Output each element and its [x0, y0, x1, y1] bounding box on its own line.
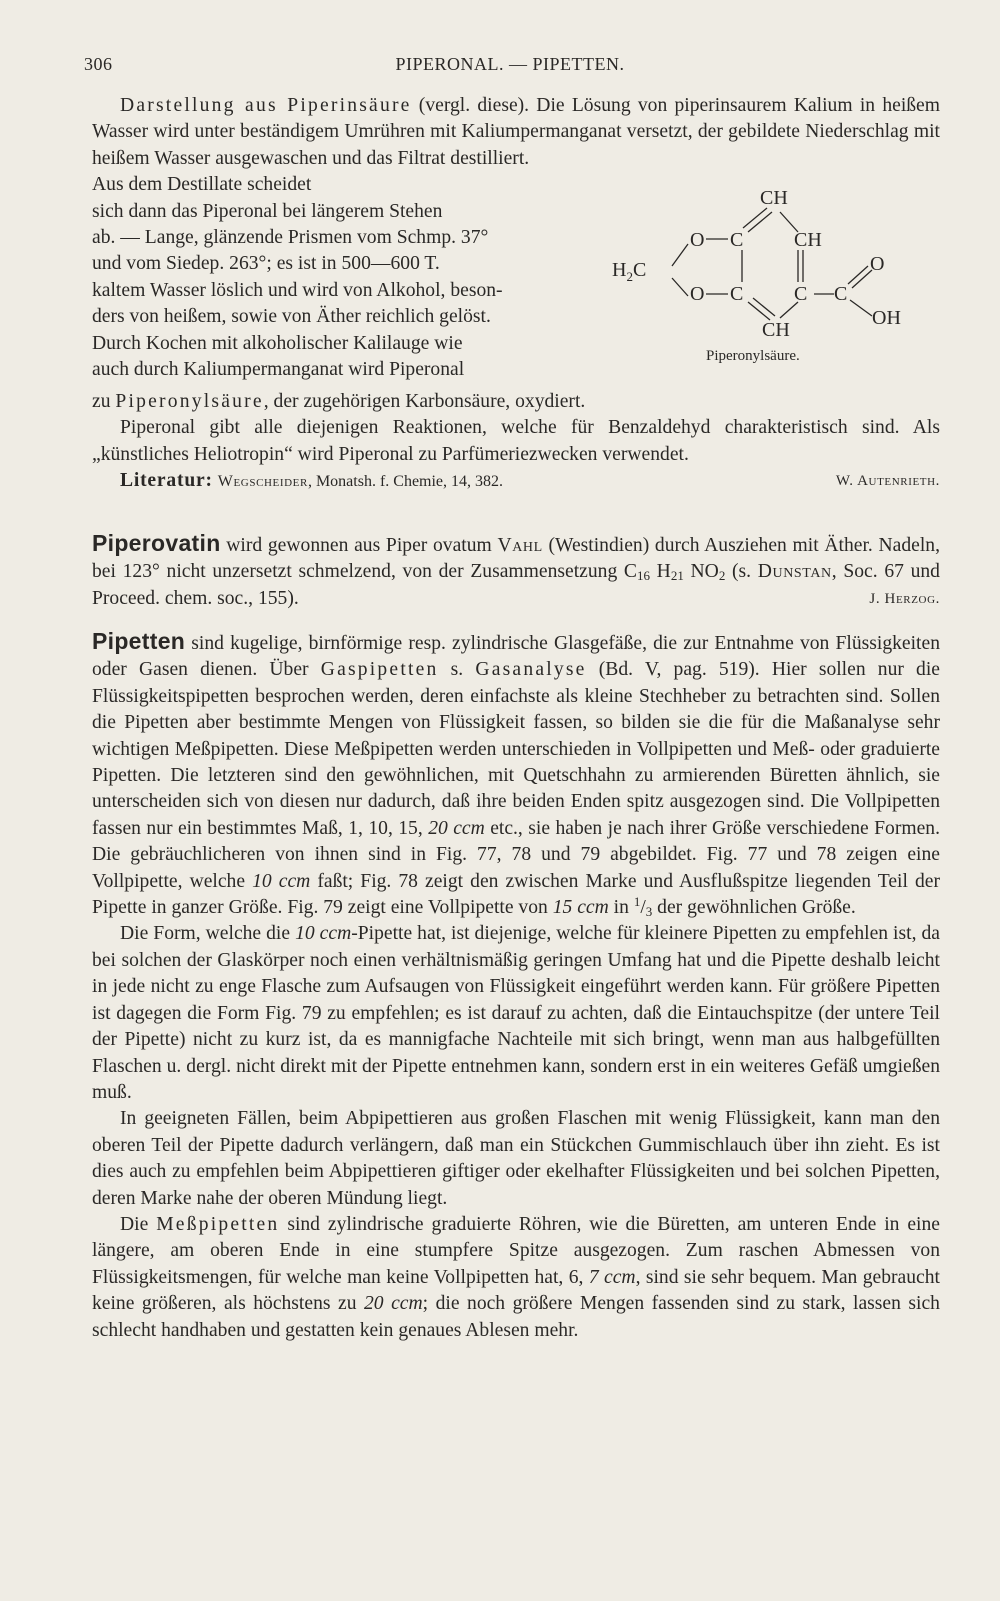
- formula-o-upper: O: [690, 229, 705, 251]
- narrow-line-6: ders von heißem, sowie von Äther reichlich gelöst.: [92, 306, 491, 328]
- pipetten-paragraph-2: Die Form, welche die 10 ccm-Pipette hat, ist diejenige, welche für kleinere Pipetten zu empfehlen ist, da bei solchen der Glaskörper noch einen verhältnismäßig geringen Umfang hat und die Pipette deshalb leicht in jede nicht zu enge Flasche zum Aufsaugen von Flüssigkeit eingeführt werden kann. Für größere Pipetten ist dagegen die Form Fig. 79 zu empfehlen; es ist darauf zu achten, daß die Eintauchspitze (der untere Teil der Pipette) nicht zu kurz ist, da es mannigfache Nachteile mit sich bringt, wenn man aus halbgefüllten Flaschen u. dergl. nicht direkt mit der Pipette entnehmen kann, sondern erst in ein weiteres Gefäß umgießen muß.: [92, 923, 940, 1103]
- formula-caption: Piperonylsäure.: [706, 348, 800, 364]
- piperonal-continued: [92, 389, 940, 496]
- formula-c-upper: C: [730, 229, 744, 251]
- literature-author: Wegscheider: [217, 473, 308, 491]
- narrow-line-4: und vom Siedep. 263°; es ist in 500—600 T.: [92, 253, 440, 275]
- piperonylic-acid-term: Piperonylsäure: [115, 391, 264, 412]
- pipetten-paragraph-1: Pipetten sind kugelige, birnförmige resp. zylindrische Glasgefäße, die zur Entnahme von Flüssigkeiten oder Gasen dienen. Über Gaspipetten s. Gasanalyse (Bd. V, pag. 519). Hier sollen nur die Flüssigkeitspipetten besprochen werden, deren einfachste als kleine Stechheber zu betrachten sind. Sollen die Pipetten aber bestimmte Mengen von Flüssigkeit fassen, so bilden sie die für die Maßanalyse sehr wichtigen Meßpipetten. Diese Meßpipetten werden unterschieden in Vollpipetten und Meß- oder graduierte Pipetten. Die letzteren sind den gewöhnlichen, mit Quetschhahn zu armierenden Büretten ähnlich, sie unterscheiden sich von diesen nur dadurch, daß ihre beiden Enden spitz ausgezogen sind. Die Vollpipetten fassen nur ein bestimmtes Maß, 1, 10, 15, 20 ccm etc., sie haben je nach ihrer Größe verschiedene Formen. Die gebräuchlicheren von ihnen sind in Fig. 77, 78 und 79 abgebildet. Fig. 77 und 78 zeigen eine Vollpipette, welche 10 ccm faßt; Fig. 78 zeigt den zwischen Marke und Ausflußspitze liegenden Teil der Pipette in ganzer Größe. Fig. 79 zeigt eine Vollpipette von 15 ccm in $^1/_3$ der gewöhnlichen Größe.: [92, 628, 940, 920]
- formula-svg: [610, 178, 940, 368]
- piperovatin-paragraph: Piperovatin wird gewonnen aus Piper ovatum Vahl (Westindien) durch Ausziehen mit Äther. Nadeln, bei 123° nicht unzersetzt schmelzend, von der Zusammensetzung $C_{16}$ $H_{21}$ $NO_2$ (s. Dunstan, Soc. 67 und Proceed. chem. soc., 155). J. Herzog.: [92, 530, 940, 612]
- piperovatin-section: [92, 530, 940, 612]
- pipetten-paragraph-3: In geeigneten Fällen, beim Abpipettieren aus großen Flaschen mit wenig Flüssigkeit, kann man den oberen Teil der Pipette dadurch verlängern, daß man ein Stückchen Gummischlauch über ihn zieht. Es ist dies auch zu empfehlen beim Abpipettieren giftiger oder ekelhafter Flüssigkeiten und bei solchen Pipetten, deren Marke nahe der oberen Mündung liegt.: [92, 1108, 940, 1209]
- pipetten-section: [92, 628, 940, 1344]
- pipetten-paragraph-4: Die Meßpipetten sind zylindrische graduierte Röhren, wie die Büretten, am unteren Ende in eine längere, am oberen Ende in eine stumpfere Spitze ausgezogen. Zum raschen Abmessen von Flüssigkeitsmengen, für welche man keine Vollpipetten hat, 6, 7 ccm, sind sie sehr bequem. Man gebraucht keine größeren, als höchstens zu 20 ccm; die noch größere Mengen fassenden sind zu stark, lassen sich schlecht handhaben und gestatten kein genaues Ablesen mehr.: [92, 1213, 940, 1341]
- formula-ch-top: CH: [760, 187, 788, 209]
- piperovatin-lemma: Piperovatin: [92, 530, 221, 556]
- narrow-line-2: sich dann das Piperonal bei längerem Stehen: [92, 200, 443, 222]
- piperovatin-signature: J. Herzog.: [869, 590, 940, 607]
- narrow-line-1: Aus dem Destillate scheidet: [92, 174, 312, 196]
- formula-o-lower: O: [690, 283, 705, 305]
- piperonylic-acid-line: zu Piperonylsäure, der zugehörigen Karbonsäure, oxydiert.: [92, 391, 586, 412]
- pipetten-lemma: Pipetten: [92, 628, 186, 654]
- formula-h2c: $H_2C$: [612, 259, 647, 284]
- narrow-line-3: ab. — Lange, glänzende Prismen vom Schmp. 37°: [92, 227, 489, 249]
- lead-term: Darstellung aus Piperinsäure: [120, 95, 412, 116]
- formula-ch-right: CH: [794, 229, 822, 251]
- formula-oh: OH: [872, 307, 901, 329]
- piperonal-reactions-paragraph: Piperonal gibt alle diejenigen Reaktionen, welche für Benzaldehyd charakteristisch sind. Als „künstliches Heliotropin“ wird Piperonal zu Parfümeriezwecken verwendet.: [92, 417, 940, 465]
- literature-label: Literatur:: [120, 470, 213, 492]
- formula-c-lower: C: [730, 283, 744, 305]
- formula-c-ring-right: C: [794, 283, 808, 305]
- piperonal-literature: Literatur: Wegscheider, Monatsh. f. Chemie, 14, 382. W. Autenrieth.: [92, 468, 940, 495]
- piperonal-signature: W. Autenrieth.: [835, 473, 940, 490]
- page-header: [80, 54, 940, 84]
- piperonal-preparation-paragraph: [92, 93, 940, 172]
- narrow-line-8: auch durch Kaliumpermanganat wird Piperonal: [92, 359, 465, 381]
- narrow-text-column: [92, 172, 592, 383]
- piperonylic-acid-structural-formula: [610, 178, 940, 368]
- narrow-line-5: kaltem Wasser löslich und wird von Alkohol, beson-: [92, 279, 503, 301]
- narrow-line-7: Durch Kochen mit alkoholischer Kalilauge wie: [92, 332, 463, 354]
- page-number: 306: [84, 54, 113, 74]
- formula-o-carboxyl: O: [870, 253, 885, 275]
- formula-c-carboxyl: C: [834, 283, 848, 305]
- formula-ch-bottom: CH: [762, 319, 790, 341]
- lead-text: (vergl. diese). Die Lösung von piperinsaurem Kalium in heißem Wasser wird unter beständigem Umrühren mit Kaliumpermanganat versetzt, der gebildete Niederschlag mit heißem Wasser ausgewaschen und das Filtrat destilliert.: [92, 95, 940, 169]
- running-head: PIPERONAL. — PIPETTEN.: [395, 54, 625, 74]
